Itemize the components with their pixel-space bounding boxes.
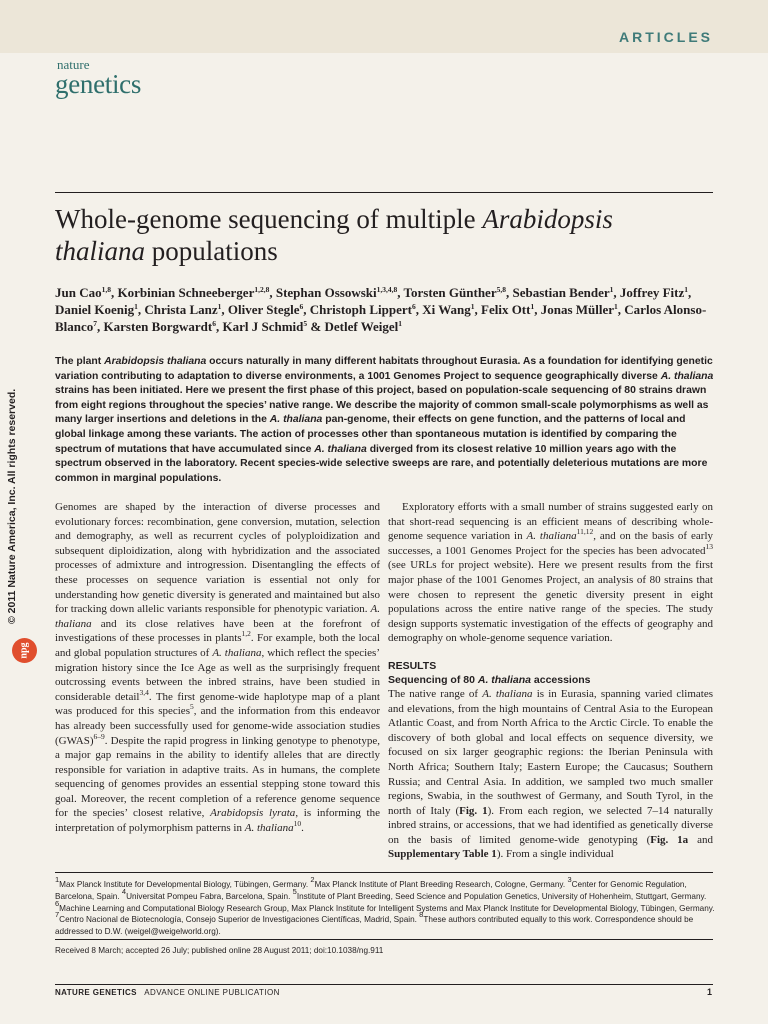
text-run: 5 xyxy=(189,702,194,712)
text-run: (see URLs for project website). Here we present results from the first major phase of the 1001 Genomes Project, an analysis of 80 strains that were chosen to represent the genetic diversity present in eight populations across the entire native range of the species. The study design supports systematic investigation of the effects of geography and demography on whole-genome sequence variation. xyxy=(388,559,713,645)
author-affiliation-ref: 1 xyxy=(609,285,614,294)
text-run: accessions xyxy=(530,673,591,686)
intro-paragraph-2 xyxy=(388,500,713,646)
header-band xyxy=(0,0,768,53)
author-name: Felix Ott xyxy=(481,302,531,317)
body-column-right xyxy=(388,500,713,862)
text-run: Fig. 1 xyxy=(459,804,488,817)
text-run: A. thaliana xyxy=(477,673,531,686)
text-run: 7 xyxy=(55,910,60,920)
author-name: Xi Wang xyxy=(422,302,471,317)
author-separator: , xyxy=(613,285,620,300)
author-name: Karsten Borgwardt xyxy=(103,319,213,334)
author-separator: , xyxy=(269,285,276,300)
npg-logo-text: npg xyxy=(19,642,30,659)
author-name: Oliver Stegle xyxy=(227,302,300,317)
text-run: and its close relatives have been at the forefront of investigations of these processes in plants xyxy=(55,617,380,645)
author-name: Christoph Lippert xyxy=(309,302,412,317)
author-name: Korbinian Schneeberger xyxy=(117,285,255,300)
author-separator: , xyxy=(617,302,625,317)
author-name: Karl J Schmid xyxy=(222,319,304,334)
page-number: 1 xyxy=(706,987,712,997)
text-run: Institute of Plant Breeding, Seed Science and Population Genetics, University of Hohenheim, Stuttgart, Germany. xyxy=(296,891,707,901)
text-run: occurs naturally in many different habitats throughout Eurasia. As a foundation for identifying genetic variation contributing to adaptation to diverse environments, a 1001 Genomes Project to sequence geographically diverse xyxy=(55,356,713,382)
text-run: The plant xyxy=(55,356,105,367)
received-divider xyxy=(55,939,713,940)
author-name: Daniel Koenig xyxy=(55,302,135,317)
author-separator: , xyxy=(415,302,423,317)
text-run: Center for Genomic Regulation, Barcelona, Spain. xyxy=(55,880,687,901)
title-part: populations xyxy=(145,236,278,266)
abstract xyxy=(55,355,715,486)
footer-divider xyxy=(55,984,713,985)
text-run: 3 xyxy=(567,875,572,884)
author-affiliation-ref: 1 xyxy=(398,319,402,328)
title-part: Whole-genome sequencing of multiple xyxy=(55,204,483,234)
author-separator: , xyxy=(397,285,404,300)
text-run: diverged from its closest relative 10 million years ago with the spectrum observed in the laboratory. Recent species-wide selective sweeps are rare, and potentially deleterious mutations are more common in marginal populations. xyxy=(55,443,708,484)
author-separator: , xyxy=(505,285,513,300)
results-paragraph xyxy=(388,687,713,862)
text-run: ). From a single individual xyxy=(496,848,614,861)
logo-genetics-text: genetics xyxy=(55,69,142,99)
text-run: 5 xyxy=(292,886,297,896)
footer-journal-line xyxy=(55,988,280,997)
author-affiliation-ref: 1 xyxy=(614,302,618,311)
received-dates: Received 8 March; accepted 26 July; published online 28 August 2011; doi:10.1038/ng.911 xyxy=(55,946,384,955)
title-divider xyxy=(55,192,713,193)
text-run: These authors contributed equally to this work. Correspondence should be addressed to D.W. (weigel@weigelworld.org). xyxy=(55,915,694,937)
author-affiliation-ref: 1 xyxy=(684,285,688,294)
author-name: Carlos Alonso-Blanco xyxy=(55,302,707,334)
text-run: 1,2 xyxy=(241,629,251,639)
author-affiliation-ref: 1 xyxy=(530,302,535,311)
text-run: Centro Nacional de Biotecnología, Consejo Superior de Investigaciones Científicas, Madrid, Spain. xyxy=(59,915,420,925)
text-run: 13 xyxy=(705,541,713,551)
author-separator: , xyxy=(221,302,228,317)
text-run: Arabidopsis thaliana xyxy=(104,356,207,367)
author-separator: , xyxy=(474,302,482,317)
journal-logo[interactable] xyxy=(55,58,141,97)
author-affiliation-ref: 1,8 xyxy=(101,285,111,294)
text-run: , is informing the interpretation of polymorphism patterns in xyxy=(55,807,380,835)
text-run: 10 xyxy=(293,819,302,829)
author-affiliation-ref: 1 xyxy=(217,302,222,311)
logo-nature-text: nature xyxy=(57,57,90,72)
author-name: Joffrey Fitz xyxy=(619,285,685,300)
text-run: Sequencing of 80 xyxy=(388,673,478,686)
author-name: Torsten Günther xyxy=(403,285,497,300)
text-run: Arabidopsis lyrata xyxy=(210,807,296,820)
text-run: 4 xyxy=(121,886,127,896)
author-name: Jonas Müller xyxy=(540,302,615,317)
author-affiliation-ref: 1 xyxy=(470,302,475,311)
author-name: Stephan Ossowski xyxy=(275,285,377,300)
author-separator: , xyxy=(137,302,145,317)
results-heading: RESULTS xyxy=(388,659,437,672)
title-italic: Arabidopsis xyxy=(482,204,613,234)
text-run: ). From each region, we selected 7–14 naturally inbred strains, or accessions, that we had identified as genetically diverse on the basis of limited genome-wide genotyping ( xyxy=(388,804,714,846)
author-name: Detlef Weigel xyxy=(324,319,399,334)
author-name: Christa Lanz xyxy=(144,302,218,317)
text-run: A. thaliana xyxy=(660,370,714,382)
body-column-left xyxy=(55,500,380,836)
npg-logo-icon xyxy=(12,638,37,663)
text-run: 6 xyxy=(55,898,60,908)
text-run: Fig. 1a xyxy=(650,833,689,846)
text-run: Max Planck Institute of Plant Breeding Research, Cologne, Germany. xyxy=(314,880,568,889)
text-run: 3,4 xyxy=(139,687,149,697)
affiliations xyxy=(55,875,715,938)
text-run: 11,12 xyxy=(576,527,594,537)
footer-publication: ADVANCE ONLINE PUBLICATION xyxy=(144,988,280,997)
text-run: . xyxy=(301,822,304,835)
author-separator: , xyxy=(215,319,223,334)
text-run: 2 xyxy=(310,875,315,884)
text-run: A. thaliana xyxy=(314,443,367,455)
text-run: Machine Learning and Computational Biology Research Group, Max Planck Institute for Intelligent Systems and Max Planck Institute for Developmental Biology, Tübingen, Germany. xyxy=(59,903,715,913)
title-italic: thaliana xyxy=(55,236,146,266)
text-run: . The first genome-wide haplotype map of a plant was produced for this species xyxy=(55,690,380,718)
text-run: 6–9 xyxy=(93,731,105,741)
text-run: The native range of xyxy=(388,687,483,700)
author-affiliation-ref: 5 xyxy=(303,319,308,328)
text-run: . For example, both the local and global population structures of xyxy=(55,632,380,659)
author-name: Jun Cao xyxy=(55,285,102,300)
text-run: A. thaliana xyxy=(526,530,577,543)
intro-paragraph xyxy=(55,500,380,836)
author-affiliation-ref: 1 xyxy=(134,302,138,311)
author-affiliation-ref: 6 xyxy=(411,302,416,311)
author-affiliation-ref: 7 xyxy=(93,319,98,328)
author-separator: , xyxy=(97,319,104,334)
text-run: , and the information from this endeavor has already been successfully used for genome-wide association studies (GWAS) xyxy=(55,705,380,747)
text-run: 8 xyxy=(419,910,424,920)
author-affiliation-ref: 5,8 xyxy=(496,285,506,294)
text-run: Exploratory efforts with a small number of strains suggested early on that short-read sequencing is an efficient means of describing whole-genome sequence variation in xyxy=(388,501,713,543)
article-title xyxy=(55,203,715,267)
copyright-notice: © 2011 Nature America, Inc. All rights reserved. xyxy=(6,388,18,624)
text-run: Supplementary Table 1 xyxy=(388,848,497,861)
text-run: A. thaliana xyxy=(212,646,262,659)
author-affiliation-ref: 6 xyxy=(299,302,304,311)
author-name: Sebastian Bender xyxy=(512,285,610,300)
author-affiliation-ref: 1,3,4,8 xyxy=(376,285,398,294)
text-run: strains has been initiated. Here we present the first phase of this project, based on population-scale sequencing of 80 strains drawn from eight regions throughout the species’ native range. We describe the majority of common small-scale polymorphisms as well as many larger insertions and deletions in the xyxy=(55,385,709,426)
section-label: ARTICLES xyxy=(619,29,713,45)
affiliation-divider xyxy=(55,872,713,873)
footer-journal-name: NATURE GENETICS xyxy=(55,988,137,997)
text-run: is in Eurasia, spanning varied climates and elevations, from the high mountains of Central Asia to the European Atlantic Coast, and from North Africa to the Arctic Circle. To enable the discovery of both global and local effects on sequence diversity, we focused on six larger geographic regions: the Iberian Peninsula with North Africa; Southern Italy; Eastern Europe; the Caucasus; Southern Russia; and Central Asia. In addition, we sampled two much smaller regions, Swabia, in the southwest of Germany, and South Tyrol, in the north of Italy ( xyxy=(388,687,714,817)
text-run: and xyxy=(688,833,713,846)
text-run: , which reflect the species’ migration history since the Ice Age as well as the surprisingly frequent outcrossing events between the inbred strains, have been studied in considerable detail xyxy=(55,646,380,703)
text-run: , and on the basis of early successes, a 1001 Genomes Project for the species has been advocated xyxy=(388,530,714,557)
author-affiliation-ref: 1,2,8 xyxy=(254,285,270,294)
author-separator: , xyxy=(534,302,541,317)
text-run: A. thaliana xyxy=(244,822,294,835)
author-affiliation-ref: 6 xyxy=(212,319,216,328)
text-run: A. thaliana xyxy=(269,414,323,426)
text-run: A. thaliana xyxy=(55,603,380,630)
text-run: A. thaliana xyxy=(482,687,533,700)
author-separator: , xyxy=(110,285,118,300)
text-run: pan-genome, their effects on gene function, and the patterns of local and global linkage among these variants. The action of processes other than spontaneous mutation is identified by comparing the spectrum of mutations that have accumulated since xyxy=(55,414,686,455)
author-separator: , xyxy=(688,285,692,300)
text-run: Genomes are shaped by the interaction of diverse processes and evolutionary forces: recombination, gene conversion, mutation, selection and demography, as well as recurrent cycles of polyploidization and subsequent diploidization, along with hybridization and the associated processes of admixture and introgression. Disentangling the effects of these processes on sequence variation is essential not only for understanding how genetic diversity is generated and maintained but also for tracking down allelic variants responsible for phenotypic variation. xyxy=(55,501,380,616)
author-list xyxy=(55,284,715,335)
author-separator: , xyxy=(303,302,310,317)
text-run: Max Planck Institute for Developmental Biology, Tübingen, Germany. xyxy=(59,880,311,889)
author-separator: & xyxy=(307,319,325,334)
text-run: 1 xyxy=(55,875,60,884)
text-run: . Despite the rapid progress in linking genotype to phenotype, a major gap remains in the ability to identify alleles that are directly responsible for variation in adaptive traits. As in humans, the complete sequencing of genomes provides an essential stepping stone toward this goal. Moreover, the recent completion of a reference genome sequence for the species’ closest relative, xyxy=(55,734,380,820)
results-subheading xyxy=(388,673,713,687)
text-run: Universitat Pompeu Fabra, Barcelona, Spain. xyxy=(126,891,293,901)
